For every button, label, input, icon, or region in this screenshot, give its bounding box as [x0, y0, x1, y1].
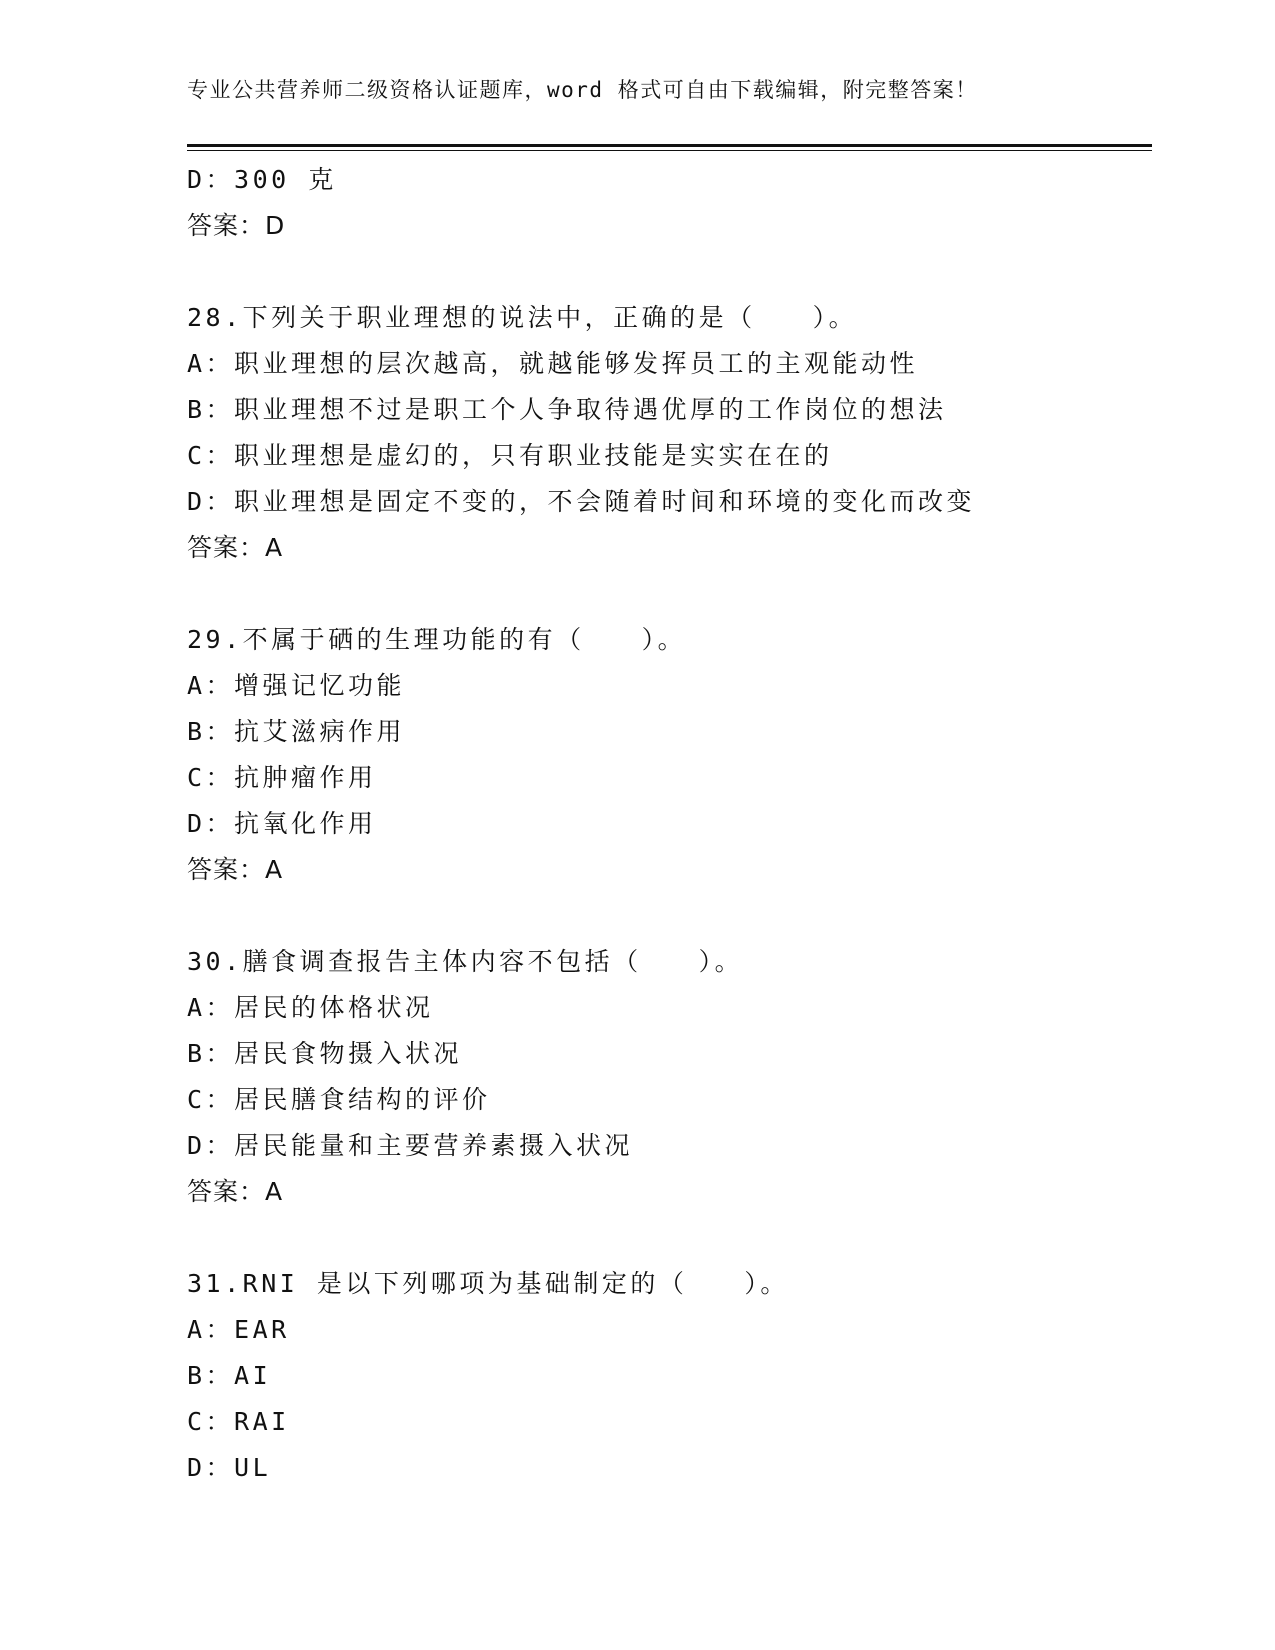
- page-header: 专业公共营养师二级资格认证题库，word 格式可自由下载编辑，附完整答案！: [187, 78, 978, 102]
- question-stem: 31.RNI 是以下列哪项为基础制定的（ ）。: [187, 1269, 789, 1298]
- continued-question: [187, 157, 1167, 249]
- option-a: A：职业理想的层次越高，就越能够发挥员工的主观能动性: [187, 349, 919, 378]
- option-a: A：增强记忆功能: [187, 671, 406, 700]
- question-31: [187, 1261, 1167, 1491]
- question-29: [187, 617, 1167, 893]
- header-rule-thick: [187, 144, 1152, 147]
- document-content: [187, 157, 1167, 1491]
- option-b: B：居民食物摄入状况: [187, 1039, 463, 1068]
- answer-line: 答案：A: [187, 855, 284, 884]
- option-a: A：EAR: [187, 1315, 290, 1344]
- option-d: D：UL: [187, 1453, 272, 1482]
- answer-line: 答案：A: [187, 533, 284, 562]
- option-d: D：抗氧化作用: [187, 809, 377, 838]
- question-stem: 29.不属于硒的生理功能的有（ ）。: [187, 625, 687, 654]
- option-c: C：RAI: [187, 1407, 290, 1436]
- option-b: B：AI: [187, 1361, 272, 1390]
- answer-line: 答案：A: [187, 1177, 284, 1206]
- question-28: [187, 295, 1167, 571]
- question-stem: 28.下列关于职业理想的说法中，正确的是（ ）。: [187, 303, 858, 332]
- option-d: D：300 克: [187, 165, 337, 194]
- question-stem: 30.膳食调查报告主体内容不包括（ ）。: [187, 947, 744, 976]
- option-c: C：职业理想是虚幻的，只有职业技能是实实在在的: [187, 441, 833, 470]
- option-b: B：抗艾滋病作用: [187, 717, 406, 746]
- question-30: [187, 939, 1167, 1215]
- option-c: C：居民膳食结构的评价: [187, 1085, 491, 1114]
- option-c: C：抗肿瘤作用: [187, 763, 377, 792]
- answer-line: 答案：D: [187, 211, 286, 240]
- header-rule-thin: [187, 150, 1152, 151]
- option-d: D：居民能量和主要营养素摄入状况: [187, 1131, 634, 1160]
- option-a: A：居民的体格状况: [187, 993, 434, 1022]
- option-b: B：职业理想不过是职工个人争取待遇优厚的工作岗位的想法: [187, 395, 947, 424]
- option-d: D：职业理想是固定不变的，不会随着时间和环境的变化而改变: [187, 487, 976, 516]
